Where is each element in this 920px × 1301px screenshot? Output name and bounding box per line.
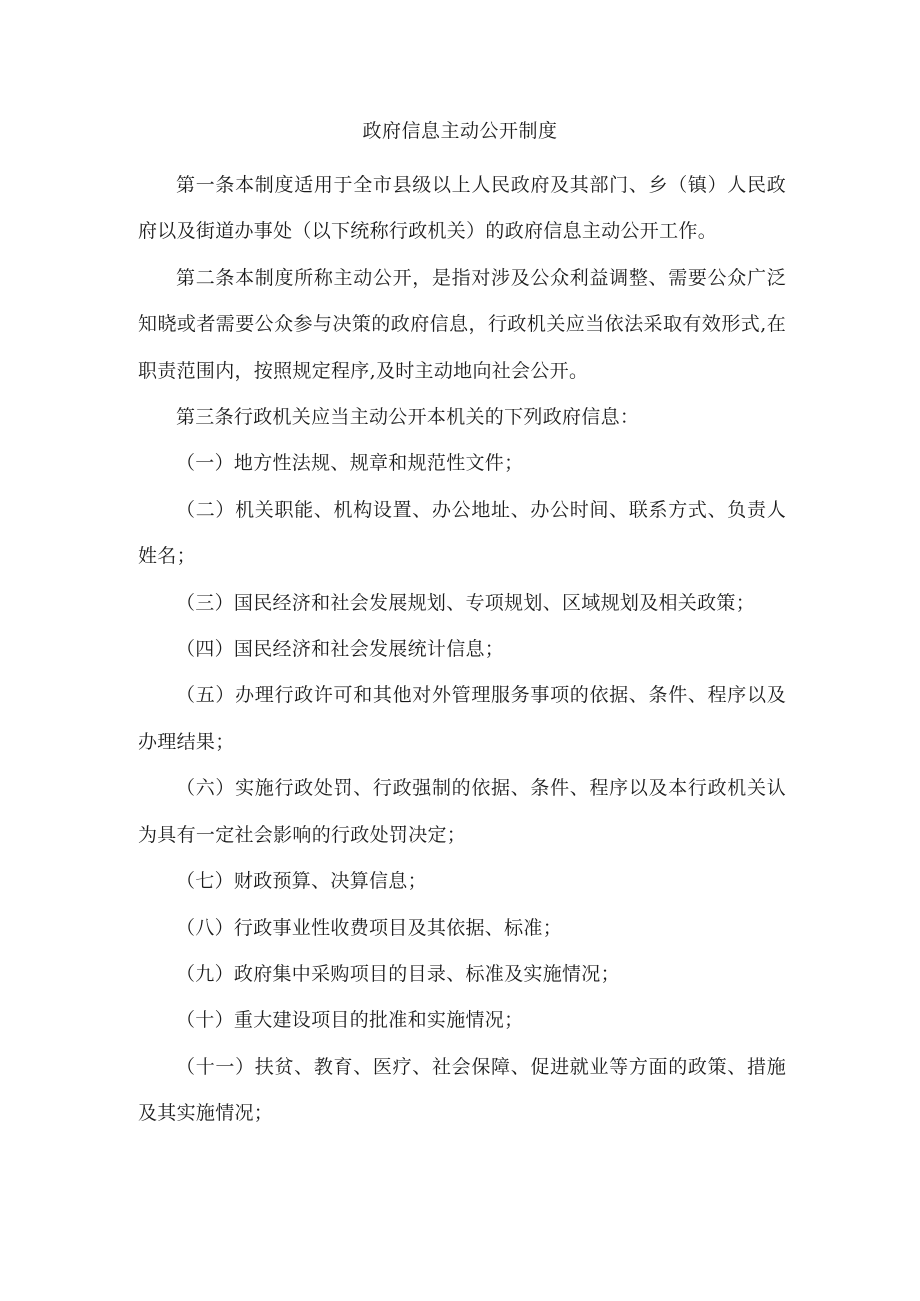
- document-body: [138, 162, 786, 1137]
- paragraph-item-3: （三）国民经济和社会发展规划、专项规划、区域规划及相关政策；: [176, 591, 756, 614]
- paragraph-article-1: 第一条本制度适用于全市县级以上人民政府及其部门、乡（镇）人民政府以及街道办事处（以下统称行政机关）的政府信息主动公开工作。: [138, 174, 786, 243]
- paragraph-item-10: （十）重大建设项目的批准和实施情况；: [176, 1009, 524, 1032]
- document-title: 政府信息主动公开制度: [362, 120, 558, 142]
- paragraph-item-8: （八）行政事业性收费项目及其依据、标准；: [176, 916, 563, 939]
- paragraph-item-4: （四）国民经济和社会发展统计信息；: [176, 638, 505, 661]
- paragraph-item-11: （十一）扶贫、教育、医疗、社会保障、促进就业等方面的政策、措施及其实施情况；: [138, 1055, 786, 1125]
- paragraph-item-2: （二）机关职能、机构设置、办公地址、办公时间、联系方式、负责人姓名；: [138, 498, 786, 568]
- paragraph-article-3: 第三条行政机关应当主动公开本机关的下列政府信息：: [176, 406, 640, 429]
- paragraph-item-5: （五）办理行政许可和其他对外管理服务事项的依据、条件、程序以及办理结果；: [138, 684, 786, 753]
- paragraph-item-7: （七）财政预算、决算信息；: [176, 870, 427, 893]
- paragraph-item-6: （六）实施行政处罚、行政强制的依据、条件、程序以及本行政机关认为具有一定社会影响的行政处罚决定；: [138, 777, 786, 846]
- paragraph-item-9: （九）政府集中采购项目的目录、标准及实施情况；: [176, 962, 620, 985]
- paragraph-item-1: （一）地方性法规、规章和规范性文件；: [176, 452, 524, 475]
- paragraph-article-2: 第二条本制度所称主动公开，是指对涉及公众利益调整、需要公众广泛知晓或者需要公众参与决策的政府信息，行政机关应当依法采取有效形式,在职责范围内，按照规定程序,及时主动地向社会公开。: [138, 266, 786, 382]
